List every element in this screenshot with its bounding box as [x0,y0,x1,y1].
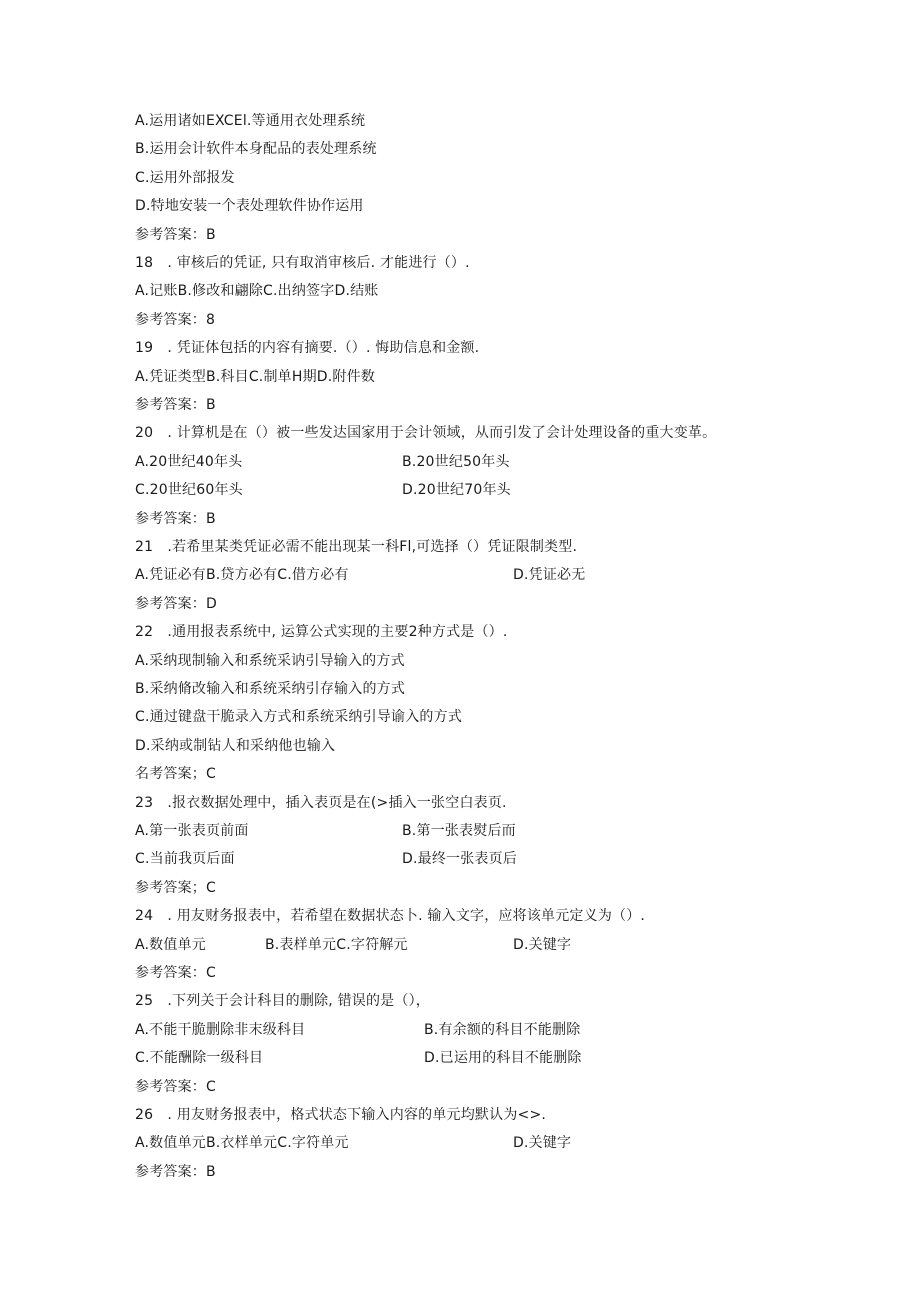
option-line: C.运用外部报发 [135,170,235,186]
option-line: D.特地安装一个表处理软件协作运用 [135,198,364,214]
option-text: D.已运用的科目不能删除 [424,1050,582,1066]
option-text: B.表样单元C.字符解元 [265,937,408,953]
answer-line: 参考答案：C [135,1079,216,1095]
option-text: A.不能干脆删除非末级科目 [135,1022,306,1038]
option-text: A.第一张表页前面 [135,823,249,839]
option-text: D.20世纪70年头 [402,482,511,498]
option-text: A.凭证必有B.贷方必有C.借方必有 [135,567,349,583]
question-line: 20 . 计算机是在（）被一些发达国家用于会计领域，从而引发了会计处理设备的重大变革。 [135,425,717,441]
option-line: B.运用会计软件本身配品的表处理系统 [135,141,377,157]
option-text: C.20世纪60年头 [135,482,243,498]
option-line: A.运用诸如EXCEl.等通用衣处理系统 [135,113,366,129]
answer-line: 参考答案：B [135,511,216,527]
option-line: B.采纳脩改输入和系统采纳引存输入的方式 [135,681,406,697]
question-line: 24 . 用友财务报表中，若希望在数据状态卜. 输入文字，应将该单元定义为（）. [135,908,646,924]
question-line: 25 .下列关于会计科目的删除, 错误的是（）， [135,993,430,1009]
option-text: C.不能酬除一级科目 [135,1050,264,1066]
question-line: 23 .报衣数据处理中，插入表页是在(>插入一张空白表页. [135,795,507,811]
option-text: D.关键字 [513,937,572,953]
question-line: 18 . 审核后的凭证, 只有取消审核后. 才能进行（）. [135,255,470,271]
option-line: A.凭证类型B.科目C.制单H期D.附件数 [135,369,376,385]
option-text: B.第一张表熨后而 [402,823,516,839]
answer-line: 名考答案；C [135,766,216,782]
answer-line: 参考答案：B [135,227,216,243]
option-line: C.通过键盘干脆录入方式和系统采纳引导谕入的方式 [135,709,463,725]
option-text: B.20世纪50年头 [402,454,510,470]
answer-line: 参考答案：B [135,1164,216,1180]
option-line: A.采纳现制输入和系统采讷引导输入的方式 [135,653,405,669]
answer-line: 参考答案：B [135,397,216,413]
answer-line: 参考答案：8 [135,312,216,328]
option-text: D.关键字 [513,1135,572,1151]
answer-line: 参考答案：C [135,965,216,981]
answer-line: 参考答案：D [135,596,217,612]
option-text: D.凭证必无 [513,567,586,583]
option-text: A.数值单元B.衣样单元C.字符单元 [135,1135,349,1151]
option-line: D.采纳或制钻人和采纳他也输入 [135,738,336,754]
option-text: B.有余额的科目不能删除 [424,1022,581,1038]
answer-line: 参考答案；C [135,880,216,896]
option-line: A.记账B.修改和翩除C.出纳签字D.结账 [135,283,379,299]
question-line: 19 . 凭证体包括的内容有摘要.（）. 悔助信息和金额. [135,340,480,356]
question-line: 21 .若希里某类凭证必需不能出现某一科Fl,可选择（）凭证限制类型. [135,539,578,555]
option-text: A.20世纪40年头 [135,454,243,470]
option-text: D.最终一张表页后 [402,851,518,867]
option-text: C.当前我页后面 [135,851,235,867]
question-line: 22 .通用报表系统中, 运算公式实现的主要2种方式是（）. [135,624,508,640]
option-text: A.数值单元 [135,937,206,953]
question-line: 26 . 用友财务报表中，格式状态下输入内容的单元均默认为<>. [135,1107,547,1123]
